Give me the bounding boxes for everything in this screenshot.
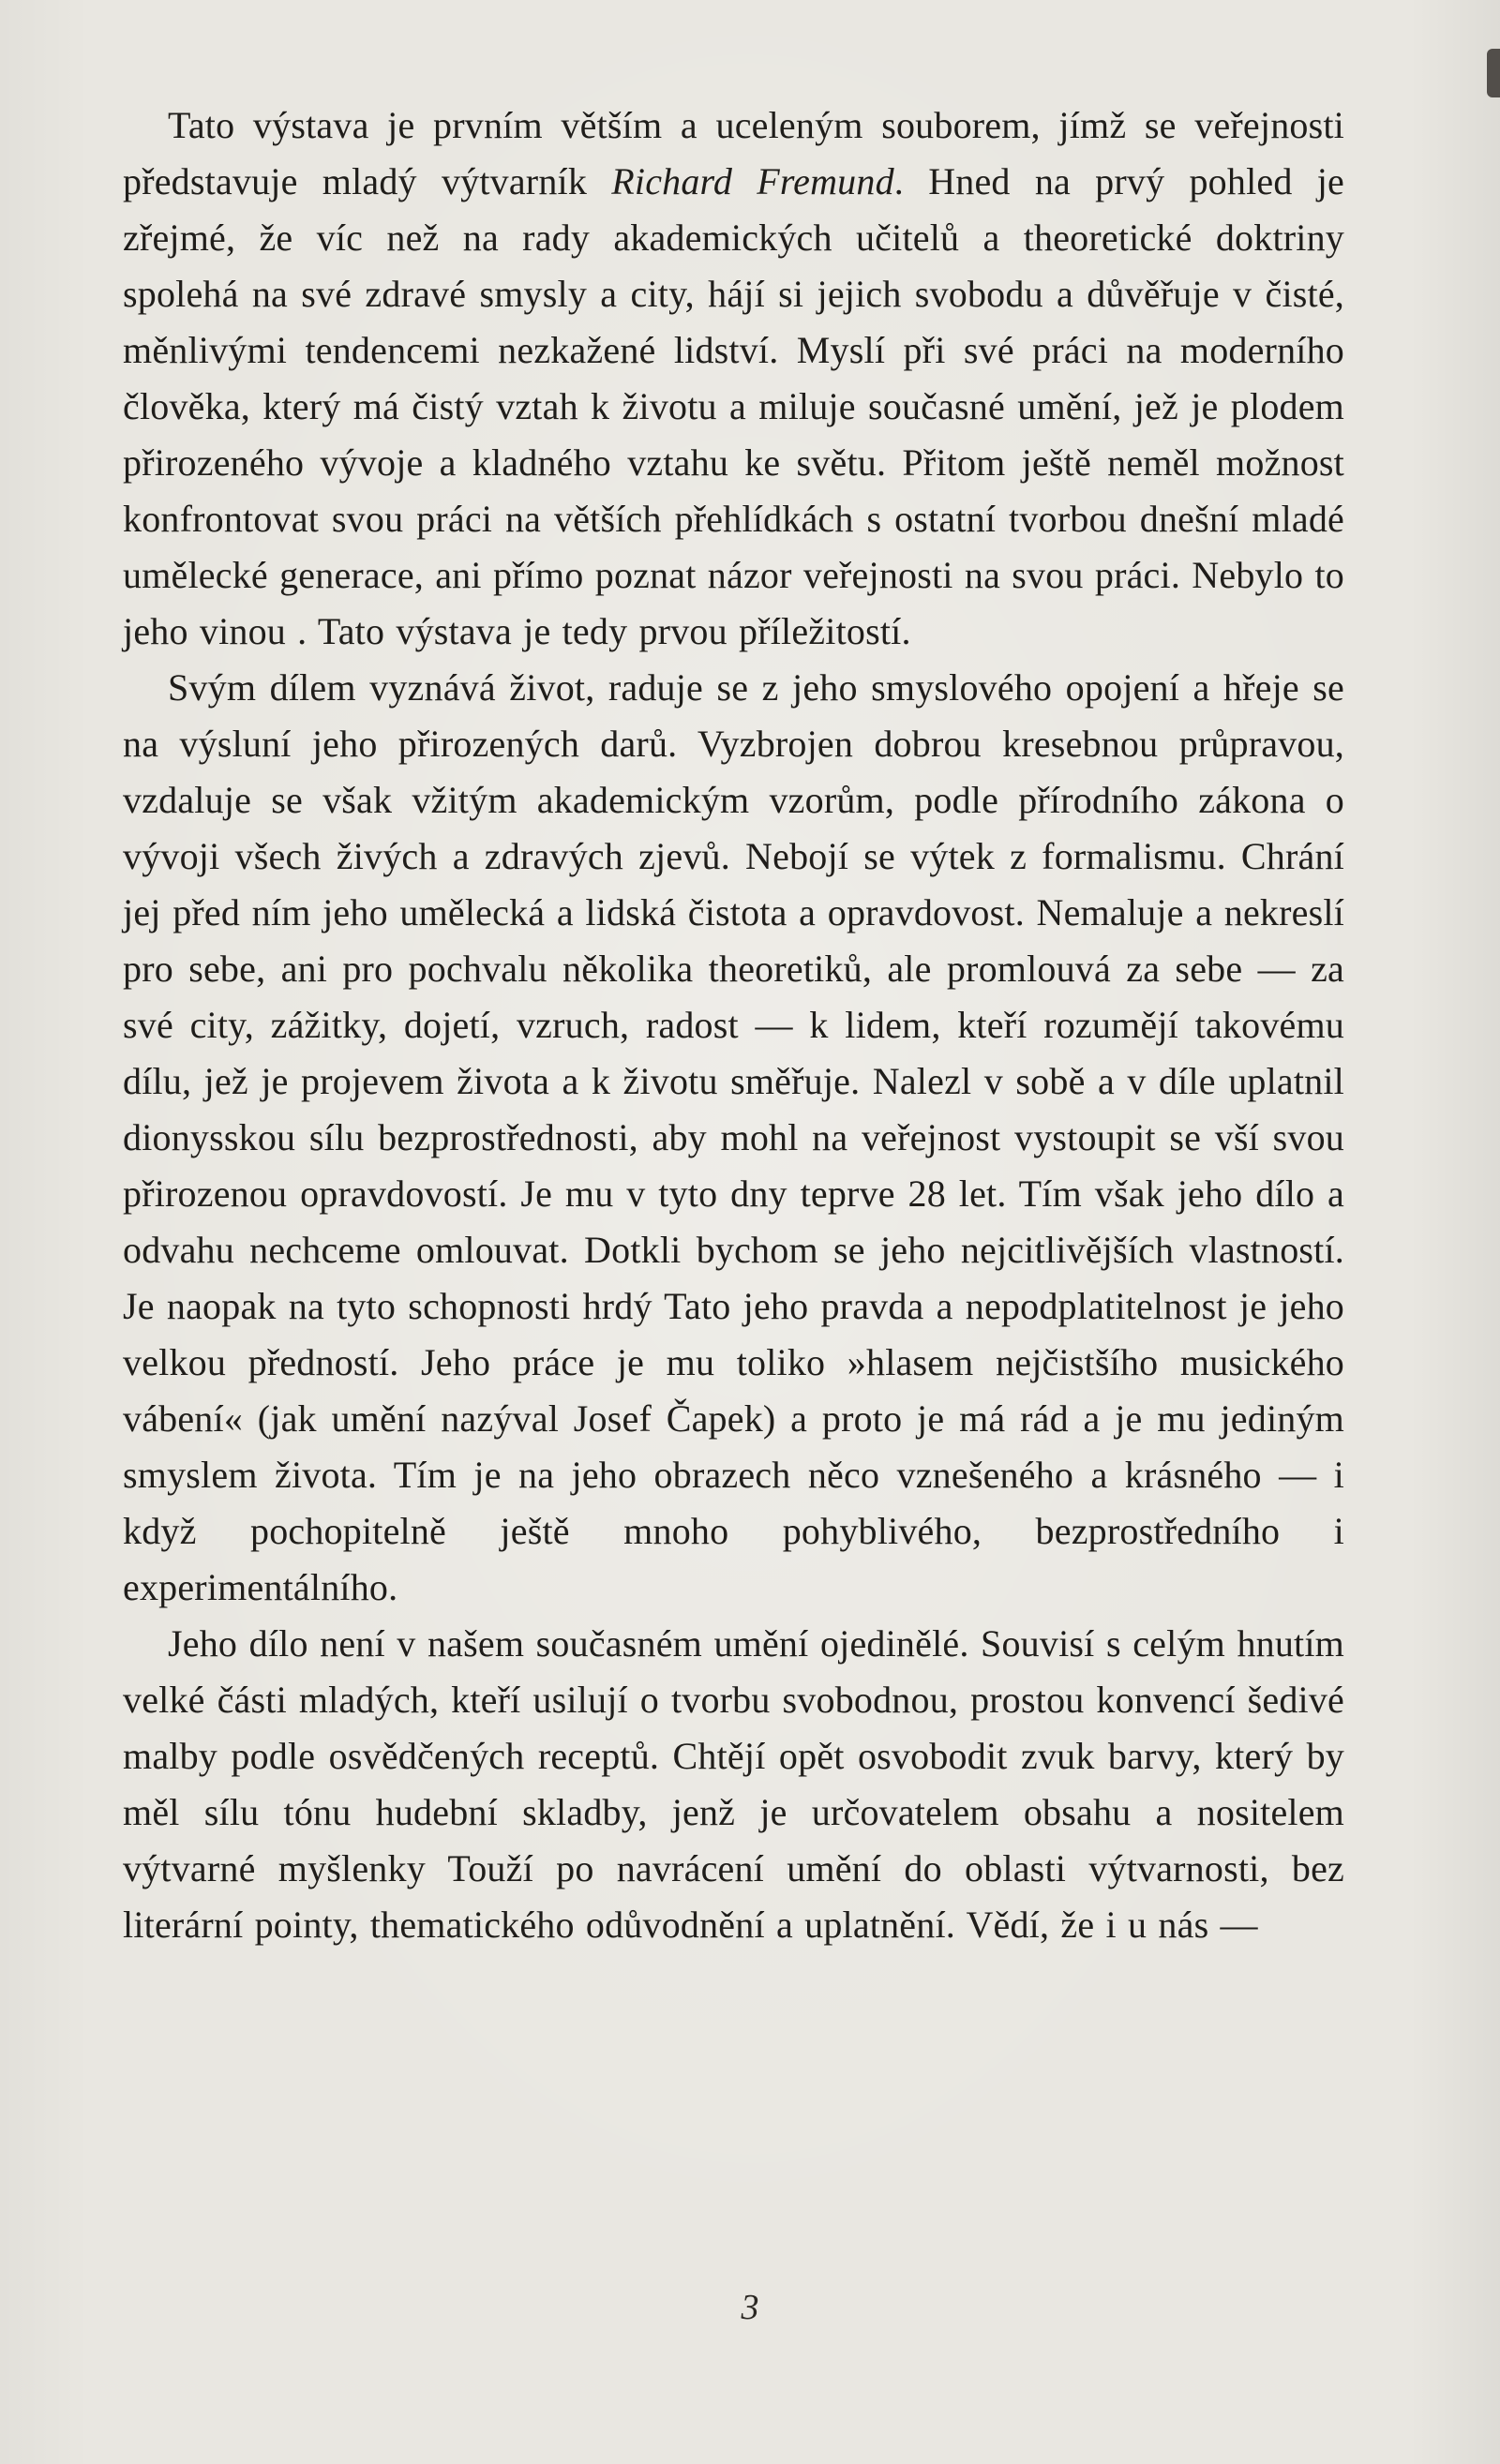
paragraph-2: Svým dílem vyznává život, raduje se z jeho smyslového opojení a hřeje se na výsluní jeho přirozených darů. Vyzbrojen dobrou kresebnou průpravou, vzdaluje se však vžitým akademickým vzorům, podle přírodního zákona o vývoji všech živých a zdravých zjevů. Nebojí se výtek z formalismu. Chrání jej před ním jeho umělecká a lidská čistota a opravdovost. Nemaluje a nekreslí pro sebe, ani pro pochvalu několika theoretiků, ale promlouvá za sebe — za své city, zážitky, dojetí, vzruch, radost — k lidem, kteří rozumějí takovému dílu, jež je projevem života a k životu směřuje. Nalezl v sobě a v díle uplatnil dionysskou sílu bezprostřednosti, aby mohl na veřejnost vystoupit se vší svou přirozenou opravdovostí. Je mu v tyto dny teprve 28 let. Tím však jeho dílo a odvahu nechceme omlouvat. Dotkli bychom se jeho nejcitlivějších vlastností. Je naopak na tyto schopnosti hrdý Tato jeho pravda a nepodplatitelnost je jeho velkou předností. Jeho práce je mu toliko »hlasem nejčistšího musického vábení« (jak umění nazýval Josef Čapek) a proto je má rád a je mu jediným smyslem života. Tím je na jeho obrazech něco vznešeného a krásného — i když pochopitelně ještě mnoho pohyblivého, bezprostředního i experimentálního. [123, 666, 1344, 1608]
paragraph-1-text-after: . Hned na prvý pohled je zřejmé, že víc než na rady akademických učitelů a theoretické doktriny spolehá na své zdravé smysly a city, hájí si jejich svobodu a důvěřuje v čisté, měnlivými tendencemi nezkažené lidství. Myslí při své práci na moderního člověka, který má čistý vztah k životu a miluje současné umění, jež je plodem přirozeného vývoje a kladného vztahu ke světu. Přitom ještě neměl možnost konfrontovat svou práci na větších přehlídkách s ostatní tvorbou dnešní mladé umělecké generace, ani přímo poznat názor veřejnosti na svou práci. Nebylo to jeho vinou . Tato výstava je tedy prvou příležitostí. [123, 160, 1345, 652]
page-number: 3 [741, 2288, 759, 2327]
paragraph-1-text-before: Tato výstava je prvním větším a uceleným souborem, jímž se veřejnosti představuje mladý výtvarník [123, 104, 1344, 202]
artist-name-italic: Richard Fremund [611, 160, 894, 202]
body-text-block [123, 97, 1344, 1953]
paragraph-1 [123, 97, 1344, 660]
scan-artifact-mark [1487, 49, 1500, 97]
paragraph-3: Jeho dílo není v našem současném umění ojedinělé. Souvisí s celým hnutím velké části mladých, kteří usilují o tvorbu svobodnou, prostou konvencí šedivé malby podle osvědčených receptů. Chtějí opět osvobodit zvuk barvy, který by měl sílu tónu hudební skladby, jenž je určovatelem obsahu a nositelem výtvarné myšlenky Touží po navrácení umění do oblasti výtvarnosti, bez literární pointy, thematického odůvodnění a uplatnění. Vědí, že i u nás — [123, 1622, 1344, 1946]
